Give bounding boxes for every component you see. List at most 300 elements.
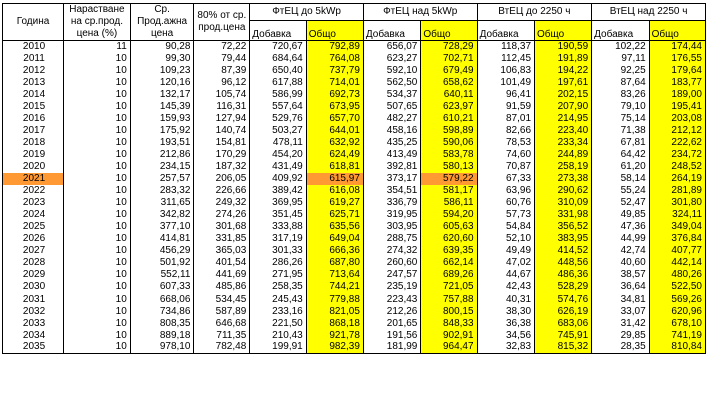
subheader-add[interactable]: Добавка bbox=[363, 20, 420, 40]
wind-high-total-cell[interactable]: 569,26 bbox=[649, 293, 705, 305]
wind-high-total-cell[interactable]: 522,50 bbox=[649, 281, 705, 293]
growth-cell[interactable]: 10 bbox=[64, 149, 131, 161]
avg-price-cell[interactable]: 257,57 bbox=[130, 173, 194, 185]
wind-high-total-cell[interactable]: 741,19 bbox=[649, 330, 705, 342]
avg-price-cell[interactable]: 234,15 bbox=[130, 161, 194, 173]
pv-small-add-cell[interactable]: 199,91 bbox=[250, 342, 306, 354]
header-year[interactable]: Година bbox=[3, 4, 64, 41]
header-eighty-percent[interactable] bbox=[194, 4, 250, 41]
wind-high-total-cell[interactable]: 183,77 bbox=[649, 77, 705, 89]
wind-high-add-cell[interactable]: 71,38 bbox=[592, 125, 649, 137]
pv-small-total-cell[interactable]: 618,81 bbox=[306, 161, 363, 173]
avg-price-cell[interactable]: 342,82 bbox=[130, 209, 194, 221]
eighty-percent-cell[interactable]: 87,39 bbox=[194, 65, 250, 77]
pv-small-total-cell[interactable]: 666,36 bbox=[306, 245, 363, 257]
pv-large-total-cell[interactable]: 583,78 bbox=[421, 149, 477, 161]
pv-large-total-cell[interactable]: 640,11 bbox=[421, 89, 477, 101]
subheader-total[interactable]: Общо bbox=[306, 20, 363, 40]
wind-high-total-cell[interactable]: 195,41 bbox=[649, 101, 705, 113]
year-cell[interactable]: 2030 bbox=[3, 281, 64, 293]
year-cell[interactable]: 2016 bbox=[3, 113, 64, 125]
wind-low-add-cell[interactable]: 87,01 bbox=[477, 113, 534, 125]
wind-low-total-cell[interactable]: 683,06 bbox=[535, 318, 592, 330]
group-header-pv-large[interactable]: ФтЕЦ над 5kWp bbox=[363, 4, 477, 21]
avg-price-cell[interactable]: 120,16 bbox=[130, 77, 194, 89]
wind-high-total-cell[interactable]: 407,77 bbox=[649, 245, 705, 257]
eighty-percent-cell[interactable]: 301,68 bbox=[194, 221, 250, 233]
pv-small-total-cell[interactable]: 744,21 bbox=[306, 281, 363, 293]
wind-low-total-cell[interactable]: 528,29 bbox=[535, 281, 592, 293]
pv-large-add-cell[interactable]: 534,37 bbox=[363, 89, 420, 101]
pv-small-total-cell[interactable]: 779,88 bbox=[306, 293, 363, 305]
pv-small-total-cell[interactable]: 619,27 bbox=[306, 197, 363, 209]
pv-large-total-cell[interactable]: 620,60 bbox=[421, 233, 477, 245]
wind-high-total-cell[interactable]: 222,62 bbox=[649, 137, 705, 149]
pv-large-add-cell[interactable]: 592,10 bbox=[363, 65, 420, 77]
pv-large-total-cell[interactable]: 800,15 bbox=[421, 306, 477, 318]
wind-high-total-cell[interactable]: 179,64 bbox=[649, 65, 705, 77]
avg-price-cell[interactable]: 889,18 bbox=[130, 330, 194, 342]
pv-small-total-cell[interactable]: 713,64 bbox=[306, 269, 363, 281]
wind-low-total-cell[interactable]: 383,95 bbox=[535, 233, 592, 245]
avg-price-cell[interactable]: 212,86 bbox=[130, 149, 194, 161]
wind-high-total-cell[interactable]: 442,14 bbox=[649, 257, 705, 269]
wind-low-total-cell[interactable]: 233,34 bbox=[535, 137, 592, 149]
year-cell[interactable]: 2024 bbox=[3, 209, 64, 221]
pv-small-add-cell[interactable]: 478,11 bbox=[250, 137, 306, 149]
wind-low-add-cell[interactable]: 67,33 bbox=[477, 173, 534, 185]
avg-price-cell[interactable]: 668,06 bbox=[130, 293, 194, 305]
pv-small-total-cell[interactable]: 615,97 bbox=[306, 173, 363, 185]
pv-large-add-cell[interactable]: 223,43 bbox=[363, 293, 420, 305]
growth-cell[interactable]: 10 bbox=[64, 330, 131, 342]
wind-low-total-cell[interactable]: 258,19 bbox=[535, 161, 592, 173]
pv-large-add-cell[interactable]: 562,50 bbox=[363, 77, 420, 89]
pv-small-add-cell[interactable]: 317,19 bbox=[250, 233, 306, 245]
wind-low-add-cell[interactable]: 47,02 bbox=[477, 257, 534, 269]
pv-small-add-cell[interactable]: 221,50 bbox=[250, 318, 306, 330]
eighty-percent-cell[interactable]: 365,03 bbox=[194, 245, 250, 257]
pv-large-total-cell[interactable]: 639,35 bbox=[421, 245, 477, 257]
growth-cell[interactable]: 10 bbox=[64, 269, 131, 281]
avg-price-cell[interactable]: 734,86 bbox=[130, 306, 194, 318]
growth-cell[interactable]: 10 bbox=[64, 221, 131, 233]
wind-high-add-cell[interactable]: 102,22 bbox=[592, 41, 649, 53]
year-cell[interactable]: 2021 bbox=[3, 173, 64, 185]
wind-low-total-cell[interactable]: 574,76 bbox=[535, 293, 592, 305]
wind-low-add-cell[interactable]: 101,49 bbox=[477, 77, 534, 89]
eighty-percent-cell[interactable]: 170,29 bbox=[194, 149, 250, 161]
pv-large-add-cell[interactable]: 507,65 bbox=[363, 101, 420, 113]
pv-large-total-cell[interactable]: 964,47 bbox=[421, 342, 477, 354]
subheader-add[interactable]: Добавка bbox=[592, 20, 649, 40]
pv-large-total-cell[interactable]: 902,91 bbox=[421, 330, 477, 342]
avg-price-cell[interactable]: 159,93 bbox=[130, 113, 194, 125]
pv-small-add-cell[interactable]: 529,76 bbox=[250, 113, 306, 125]
pv-large-add-cell[interactable]: 212,26 bbox=[363, 306, 420, 318]
wind-low-add-cell[interactable]: 49,49 bbox=[477, 245, 534, 257]
growth-cell[interactable]: 10 bbox=[64, 197, 131, 209]
wind-low-add-cell[interactable]: 42,43 bbox=[477, 281, 534, 293]
wind-high-add-cell[interactable]: 44,99 bbox=[592, 233, 649, 245]
pv-small-total-cell[interactable]: 624,49 bbox=[306, 149, 363, 161]
pv-small-total-cell[interactable]: 792,89 bbox=[306, 41, 363, 53]
growth-cell[interactable]: 10 bbox=[64, 77, 131, 89]
wind-high-total-cell[interactable]: 281,89 bbox=[649, 185, 705, 197]
wind-low-add-cell[interactable]: 112,45 bbox=[477, 53, 534, 65]
pv-large-total-cell[interactable]: 581,17 bbox=[421, 185, 477, 197]
year-cell[interactable]: 2011 bbox=[3, 53, 64, 65]
year-cell[interactable]: 2013 bbox=[3, 77, 64, 89]
year-cell[interactable]: 2025 bbox=[3, 221, 64, 233]
pv-large-total-cell[interactable]: 689,26 bbox=[421, 269, 477, 281]
wind-high-total-cell[interactable]: 189,00 bbox=[649, 89, 705, 101]
pv-large-total-cell[interactable]: 848,33 bbox=[421, 318, 477, 330]
subheader-add[interactable]: Добавка bbox=[250, 20, 306, 40]
avg-price-cell[interactable]: 978,10 bbox=[130, 342, 194, 354]
wind-high-add-cell[interactable]: 75,14 bbox=[592, 113, 649, 125]
pv-small-add-cell[interactable]: 503,27 bbox=[250, 125, 306, 137]
year-cell[interactable]: 2031 bbox=[3, 293, 64, 305]
growth-cell[interactable]: 10 bbox=[64, 233, 131, 245]
pv-small-total-cell[interactable]: 692,73 bbox=[306, 89, 363, 101]
header-growth[interactable] bbox=[64, 4, 131, 41]
pv-large-total-cell[interactable]: 728,29 bbox=[421, 41, 477, 53]
wind-low-total-cell[interactable]: 244,89 bbox=[535, 149, 592, 161]
pv-small-add-cell[interactable]: 557,64 bbox=[250, 101, 306, 113]
pv-small-add-cell[interactable]: 431,49 bbox=[250, 161, 306, 173]
avg-price-cell[interactable]: 175,92 bbox=[130, 125, 194, 137]
wind-low-add-cell[interactable]: 78,53 bbox=[477, 137, 534, 149]
wind-low-add-cell[interactable]: 60,76 bbox=[477, 197, 534, 209]
wind-high-add-cell[interactable]: 87,64 bbox=[592, 77, 649, 89]
avg-price-cell[interactable]: 283,32 bbox=[130, 185, 194, 197]
pv-small-add-cell[interactable]: 210,43 bbox=[250, 330, 306, 342]
growth-cell[interactable]: 10 bbox=[64, 306, 131, 318]
pv-large-add-cell[interactable]: 458,16 bbox=[363, 125, 420, 137]
pv-small-add-cell[interactable]: 409,92 bbox=[250, 173, 306, 185]
wind-low-add-cell[interactable]: 63,96 bbox=[477, 185, 534, 197]
wind-low-total-cell[interactable]: 626,19 bbox=[535, 306, 592, 318]
pv-large-total-cell[interactable]: 586,11 bbox=[421, 197, 477, 209]
pv-small-add-cell[interactable]: 369,95 bbox=[250, 197, 306, 209]
wind-low-total-cell[interactable]: 194,22 bbox=[535, 65, 592, 77]
wind-high-total-cell[interactable]: 301,80 bbox=[649, 197, 705, 209]
wind-low-add-cell[interactable]: 70,87 bbox=[477, 161, 534, 173]
pv-large-add-cell[interactable]: 303,95 bbox=[363, 221, 420, 233]
growth-cell[interactable]: 10 bbox=[64, 89, 131, 101]
eighty-percent-cell[interactable]: 127,94 bbox=[194, 113, 250, 125]
growth-cell[interactable]: 10 bbox=[64, 185, 131, 197]
wind-high-add-cell[interactable]: 52,47 bbox=[592, 197, 649, 209]
pv-small-total-cell[interactable]: 821,05 bbox=[306, 306, 363, 318]
growth-cell[interactable]: 10 bbox=[64, 137, 131, 149]
pv-large-add-cell[interactable]: 435,25 bbox=[363, 137, 420, 149]
group-header-wind-low[interactable]: ВтЕЦ до 2250 ч bbox=[477, 4, 592, 21]
growth-cell[interactable]: 10 bbox=[64, 53, 131, 65]
pv-large-add-cell[interactable]: 354,51 bbox=[363, 185, 420, 197]
group-header-pv-small[interactable]: ФтЕЦ до 5kWp bbox=[250, 4, 364, 21]
wind-low-add-cell[interactable]: 106,83 bbox=[477, 65, 534, 77]
pv-large-add-cell[interactable]: 235,19 bbox=[363, 281, 420, 293]
wind-high-total-cell[interactable]: 176,55 bbox=[649, 53, 705, 65]
year-cell[interactable]: 2029 bbox=[3, 269, 64, 281]
pv-large-total-cell[interactable]: 598,89 bbox=[421, 125, 477, 137]
pv-small-total-cell[interactable]: 632,92 bbox=[306, 137, 363, 149]
pv-small-add-cell[interactable]: 258,35 bbox=[250, 281, 306, 293]
pv-large-add-cell[interactable]: 288,75 bbox=[363, 233, 420, 245]
year-cell[interactable]: 2017 bbox=[3, 125, 64, 137]
pv-small-total-cell[interactable]: 649,04 bbox=[306, 233, 363, 245]
avg-price-cell[interactable]: 132,17 bbox=[130, 89, 194, 101]
eighty-percent-cell[interactable]: 782,48 bbox=[194, 342, 250, 354]
wind-high-total-cell[interactable]: 810,84 bbox=[649, 342, 705, 354]
subheader-total[interactable]: Общо bbox=[421, 20, 477, 40]
year-cell[interactable]: 2027 bbox=[3, 245, 64, 257]
wind-high-add-cell[interactable]: 29,85 bbox=[592, 330, 649, 342]
wind-high-total-cell[interactable]: 349,04 bbox=[649, 221, 705, 233]
pv-large-add-cell[interactable]: 247,57 bbox=[363, 269, 420, 281]
avg-price-cell[interactable]: 90,28 bbox=[130, 41, 194, 53]
wind-low-total-cell[interactable]: 223,40 bbox=[535, 125, 592, 137]
year-cell[interactable]: 2023 bbox=[3, 197, 64, 209]
wind-low-total-cell[interactable]: 202,15 bbox=[535, 89, 592, 101]
wind-low-add-cell[interactable]: 52,10 bbox=[477, 233, 534, 245]
wind-high-add-cell[interactable]: 67,81 bbox=[592, 137, 649, 149]
pv-large-total-cell[interactable]: 610,21 bbox=[421, 113, 477, 125]
pv-small-add-cell[interactable]: 586,99 bbox=[250, 89, 306, 101]
avg-price-cell[interactable]: 109,23 bbox=[130, 65, 194, 77]
wind-high-total-cell[interactable]: 212,12 bbox=[649, 125, 705, 137]
growth-cell[interactable]: 10 bbox=[64, 281, 131, 293]
header-avg-price[interactable] bbox=[130, 4, 194, 41]
wind-low-add-cell[interactable]: 44,67 bbox=[477, 269, 534, 281]
avg-price-cell[interactable]: 607,33 bbox=[130, 281, 194, 293]
pv-small-total-cell[interactable]: 982,39 bbox=[306, 342, 363, 354]
pv-small-total-cell[interactable]: 625,71 bbox=[306, 209, 363, 221]
eighty-percent-cell[interactable]: 401,54 bbox=[194, 257, 250, 269]
eighty-percent-cell[interactable]: 331,85 bbox=[194, 233, 250, 245]
growth-cell[interactable]: 10 bbox=[64, 245, 131, 257]
wind-low-add-cell[interactable]: 40,31 bbox=[477, 293, 534, 305]
growth-cell[interactable]: 10 bbox=[64, 318, 131, 330]
avg-price-cell[interactable]: 193,51 bbox=[130, 137, 194, 149]
pv-large-add-cell[interactable]: 260,60 bbox=[363, 257, 420, 269]
wind-low-total-cell[interactable]: 197,61 bbox=[535, 77, 592, 89]
growth-cell[interactable]: 10 bbox=[64, 113, 131, 125]
eighty-percent-cell[interactable]: 96,12 bbox=[194, 77, 250, 89]
wind-low-total-cell[interactable]: 486,36 bbox=[535, 269, 592, 281]
wind-high-add-cell[interactable]: 28,35 bbox=[592, 342, 649, 354]
eighty-percent-cell[interactable]: 274,26 bbox=[194, 209, 250, 221]
wind-high-total-cell[interactable]: 234,72 bbox=[649, 149, 705, 161]
eighty-percent-cell[interactable]: 587,89 bbox=[194, 306, 250, 318]
pv-large-add-cell[interactable]: 623,27 bbox=[363, 53, 420, 65]
wind-high-total-cell[interactable]: 620,96 bbox=[649, 306, 705, 318]
pv-large-total-cell[interactable]: 605,63 bbox=[421, 221, 477, 233]
pv-large-total-cell[interactable]: 658,62 bbox=[421, 77, 477, 89]
wind-low-add-cell[interactable]: 82,66 bbox=[477, 125, 534, 137]
pv-small-add-cell[interactable]: 720,67 bbox=[250, 41, 306, 53]
avg-price-cell[interactable]: 145,39 bbox=[130, 101, 194, 113]
pv-small-total-cell[interactable]: 616,08 bbox=[306, 185, 363, 197]
pv-small-total-cell[interactable]: 657,70 bbox=[306, 113, 363, 125]
wind-low-add-cell[interactable]: 91,59 bbox=[477, 101, 534, 113]
wind-high-total-cell[interactable]: 203,08 bbox=[649, 113, 705, 125]
pv-small-total-cell[interactable]: 714,01 bbox=[306, 77, 363, 89]
wind-high-add-cell[interactable]: 58,14 bbox=[592, 173, 649, 185]
pv-small-total-cell[interactable]: 673,95 bbox=[306, 101, 363, 113]
year-cell[interactable]: 2022 bbox=[3, 185, 64, 197]
pv-large-add-cell[interactable]: 482,27 bbox=[363, 113, 420, 125]
avg-price-cell[interactable]: 456,29 bbox=[130, 245, 194, 257]
year-cell[interactable]: 2018 bbox=[3, 137, 64, 149]
wind-high-total-cell[interactable]: 324,11 bbox=[649, 209, 705, 221]
avg-price-cell[interactable]: 311,65 bbox=[130, 197, 194, 209]
pv-large-add-cell[interactable]: 319,95 bbox=[363, 209, 420, 221]
pv-small-total-cell[interactable]: 921,78 bbox=[306, 330, 363, 342]
pv-large-total-cell[interactable]: 662,14 bbox=[421, 257, 477, 269]
subheader-total[interactable]: Общо bbox=[649, 20, 705, 40]
wind-low-total-cell[interactable]: 815,32 bbox=[535, 342, 592, 354]
pv-small-add-cell[interactable]: 617,88 bbox=[250, 77, 306, 89]
wind-high-total-cell[interactable]: 174,44 bbox=[649, 41, 705, 53]
wind-high-total-cell[interactable]: 678,10 bbox=[649, 318, 705, 330]
pv-small-add-cell[interactable]: 271,95 bbox=[250, 269, 306, 281]
wind-high-total-cell[interactable]: 248,52 bbox=[649, 161, 705, 173]
growth-cell[interactable]: 11 bbox=[64, 41, 131, 53]
wind-high-add-cell[interactable]: 36,64 bbox=[592, 281, 649, 293]
eighty-percent-cell[interactable]: 485,86 bbox=[194, 281, 250, 293]
wind-low-total-cell[interactable]: 331,98 bbox=[535, 209, 592, 221]
wind-low-total-cell[interactable]: 745,91 bbox=[535, 330, 592, 342]
wind-high-add-cell[interactable]: 34,81 bbox=[592, 293, 649, 305]
pv-large-add-cell[interactable]: 336,79 bbox=[363, 197, 420, 209]
avg-price-cell[interactable]: 377,10 bbox=[130, 221, 194, 233]
year-cell[interactable]: 2012 bbox=[3, 65, 64, 77]
pv-large-total-cell[interactable]: 594,20 bbox=[421, 209, 477, 221]
wind-high-add-cell[interactable]: 92,25 bbox=[592, 65, 649, 77]
group-header-wind-high[interactable]: ВтЕЦ над 2250 ч bbox=[592, 4, 706, 21]
wind-low-total-cell[interactable]: 448,56 bbox=[535, 257, 592, 269]
wind-high-add-cell[interactable]: 55,24 bbox=[592, 185, 649, 197]
wind-high-add-cell[interactable]: 64,42 bbox=[592, 149, 649, 161]
eighty-percent-cell[interactable]: 140,74 bbox=[194, 125, 250, 137]
pv-small-add-cell[interactable]: 684,64 bbox=[250, 53, 306, 65]
avg-price-cell[interactable]: 552,11 bbox=[130, 269, 194, 281]
pv-small-total-cell[interactable]: 644,01 bbox=[306, 125, 363, 137]
pv-small-add-cell[interactable]: 301,33 bbox=[250, 245, 306, 257]
pv-small-total-cell[interactable]: 764,08 bbox=[306, 53, 363, 65]
eighty-percent-cell[interactable]: 105,74 bbox=[194, 89, 250, 101]
pv-large-add-cell[interactable]: 373,17 bbox=[363, 173, 420, 185]
wind-high-add-cell[interactable]: 31,42 bbox=[592, 318, 649, 330]
year-cell[interactable]: 2026 bbox=[3, 233, 64, 245]
pv-large-total-cell[interactable]: 579,22 bbox=[421, 173, 477, 185]
wind-low-total-cell[interactable]: 191,89 bbox=[535, 53, 592, 65]
avg-price-cell[interactable]: 501,92 bbox=[130, 257, 194, 269]
pv-small-add-cell[interactable]: 454,20 bbox=[250, 149, 306, 161]
pv-large-add-cell[interactable]: 392,81 bbox=[363, 161, 420, 173]
pv-large-add-cell[interactable]: 413,49 bbox=[363, 149, 420, 161]
wind-high-total-cell[interactable]: 480,26 bbox=[649, 269, 705, 281]
wind-low-total-cell[interactable]: 214,95 bbox=[535, 113, 592, 125]
wind-high-add-cell[interactable]: 42,74 bbox=[592, 245, 649, 257]
year-cell[interactable]: 2035 bbox=[3, 342, 64, 354]
pv-small-total-cell[interactable]: 687,80 bbox=[306, 257, 363, 269]
wind-low-total-cell[interactable]: 290,62 bbox=[535, 185, 592, 197]
year-cell[interactable]: 2033 bbox=[3, 318, 64, 330]
wind-high-add-cell[interactable]: 79,10 bbox=[592, 101, 649, 113]
year-cell[interactable]: 2034 bbox=[3, 330, 64, 342]
wind-low-add-cell[interactable]: 36,38 bbox=[477, 318, 534, 330]
pv-large-add-cell[interactable]: 181,99 bbox=[363, 342, 420, 354]
pv-large-total-cell[interactable]: 679,49 bbox=[421, 65, 477, 77]
year-cell[interactable]: 2020 bbox=[3, 161, 64, 173]
wind-low-add-cell[interactable]: 57,73 bbox=[477, 209, 534, 221]
subheader-add[interactable]: Добавка bbox=[477, 20, 534, 40]
pv-small-total-cell[interactable]: 635,56 bbox=[306, 221, 363, 233]
growth-cell[interactable]: 10 bbox=[64, 342, 131, 354]
eighty-percent-cell[interactable]: 711,35 bbox=[194, 330, 250, 342]
eighty-percent-cell[interactable]: 441,69 bbox=[194, 269, 250, 281]
pv-large-total-cell[interactable]: 757,88 bbox=[421, 293, 477, 305]
eighty-percent-cell[interactable]: 206,05 bbox=[194, 173, 250, 185]
wind-low-total-cell[interactable]: 414,52 bbox=[535, 245, 592, 257]
wind-low-total-cell[interactable]: 273,38 bbox=[535, 173, 592, 185]
wind-low-total-cell[interactable]: 190,59 bbox=[535, 41, 592, 53]
eighty-percent-cell[interactable]: 154,81 bbox=[194, 137, 250, 149]
year-cell[interactable]: 2015 bbox=[3, 101, 64, 113]
pv-large-total-cell[interactable]: 580,13 bbox=[421, 161, 477, 173]
growth-cell[interactable]: 10 bbox=[64, 257, 131, 269]
avg-price-cell[interactable]: 414,81 bbox=[130, 233, 194, 245]
year-cell[interactable]: 2014 bbox=[3, 89, 64, 101]
avg-price-cell[interactable]: 808,35 bbox=[130, 318, 194, 330]
growth-cell[interactable]: 10 bbox=[64, 65, 131, 77]
eighty-percent-cell[interactable]: 226,66 bbox=[194, 185, 250, 197]
wind-low-add-cell[interactable]: 96,41 bbox=[477, 89, 534, 101]
pv-small-add-cell[interactable]: 389,42 bbox=[250, 185, 306, 197]
eighty-percent-cell[interactable]: 534,45 bbox=[194, 293, 250, 305]
wind-low-total-cell[interactable]: 356,52 bbox=[535, 221, 592, 233]
growth-cell[interactable]: 10 bbox=[64, 209, 131, 221]
pv-small-add-cell[interactable]: 245,43 bbox=[250, 293, 306, 305]
pv-small-add-cell[interactable]: 650,40 bbox=[250, 65, 306, 77]
pv-small-total-cell[interactable]: 737,79 bbox=[306, 65, 363, 77]
wind-high-add-cell[interactable]: 40,60 bbox=[592, 257, 649, 269]
growth-cell[interactable]: 10 bbox=[64, 161, 131, 173]
growth-cell[interactable]: 10 bbox=[64, 125, 131, 137]
wind-high-add-cell[interactable]: 61,20 bbox=[592, 161, 649, 173]
pv-small-add-cell[interactable]: 233,16 bbox=[250, 306, 306, 318]
pv-large-total-cell[interactable]: 721,05 bbox=[421, 281, 477, 293]
eighty-percent-cell[interactable]: 187,32 bbox=[194, 161, 250, 173]
year-cell[interactable]: 2032 bbox=[3, 306, 64, 318]
wind-low-total-cell[interactable]: 207,90 bbox=[535, 101, 592, 113]
year-cell[interactable]: 2010 bbox=[3, 41, 64, 53]
subheader-total[interactable]: Общо bbox=[535, 20, 592, 40]
pv-large-add-cell[interactable]: 274,32 bbox=[363, 245, 420, 257]
year-cell[interactable]: 2028 bbox=[3, 257, 64, 269]
pv-large-add-cell[interactable]: 201,65 bbox=[363, 318, 420, 330]
wind-low-add-cell[interactable]: 74,60 bbox=[477, 149, 534, 161]
wind-high-add-cell[interactable]: 49,85 bbox=[592, 209, 649, 221]
eighty-percent-cell[interactable]: 646,68 bbox=[194, 318, 250, 330]
wind-low-total-cell[interactable]: 310,09 bbox=[535, 197, 592, 209]
wind-low-add-cell[interactable]: 54,84 bbox=[477, 221, 534, 233]
pv-small-add-cell[interactable]: 351,45 bbox=[250, 209, 306, 221]
